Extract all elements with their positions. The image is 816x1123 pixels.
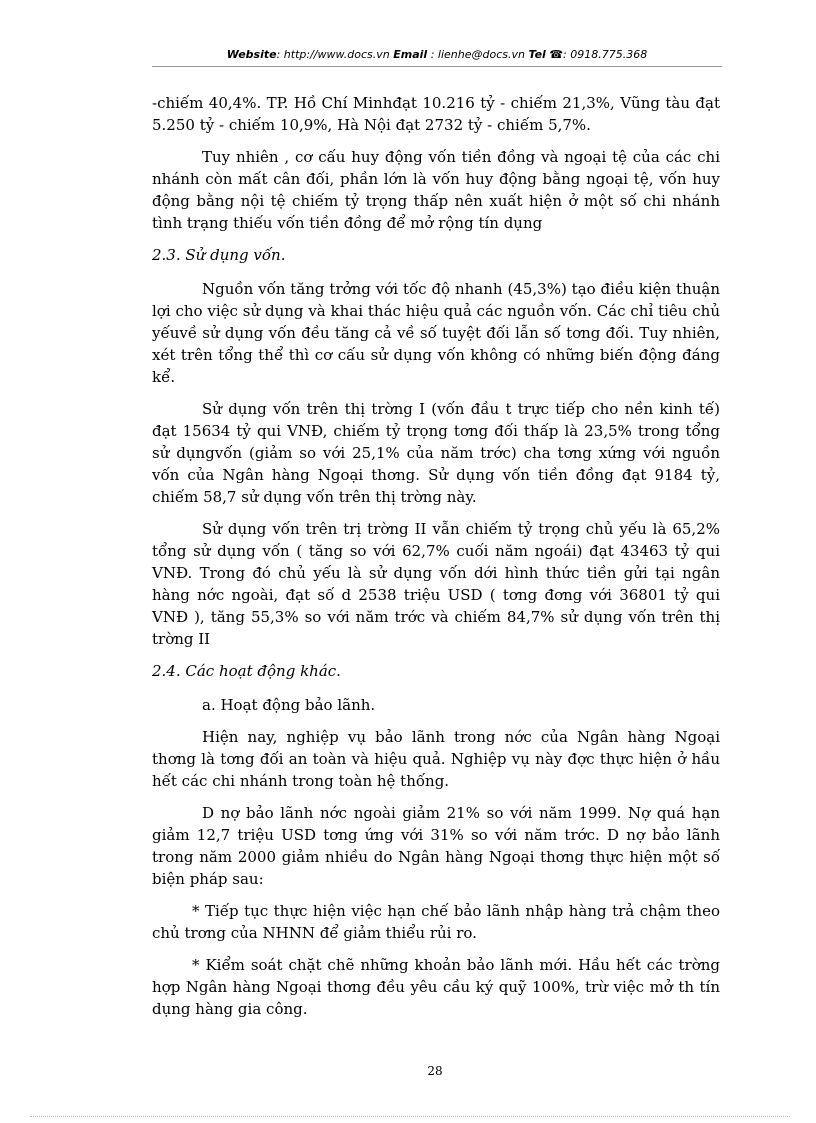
bullet-paragraph: * Tiếp tục thực hiện việc hạn chế bảo lãnh nhập hàng trả chậm theo chủ trơng của NHNN để giảm thiểu rủi ro. — [152, 902, 720, 942]
paragraph: D nợ bảo lãnh nớc ngoài giảm 21% so với năm 1999. Nợ quá hạn giảm 12,7 triệu USD tơng ứng với 31% so với năm trớc. D nợ bảo lãnh trong năm 2000 giảm nhiều do Ngân hàng Ngoại thơng thực hiện một số biện pháp sau: — [152, 804, 720, 888]
tel-value: : 0918.775.368 — [563, 48, 648, 61]
paragraph: Nguồn vốn tăng trởng với tốc độ nhanh (45,3%) tạo điều kiện thuận lợi cho việc sử dụng và khai thác hiệu quả các nguồn vốn. Các chỉ tiêu chủ yếuvề sử dụng vốn đều tăng cả về số tuyệt đối lẫn số tơng đối. Tuy nhiên, xét trên tổng thể thì cơ cấu sử dụng vốn không có những biến động đáng kể. — [152, 280, 720, 386]
paragraph: Tuy nhiên , cơ cấu huy động vốn tiền đồng và ngoại tệ của các chi nhánh còn mất cân đối, phần lớn là vốn huy động bằng ngoại tệ, vốn huy động bằng nội tệ chiếm tỷ trọng thấp nên xuất hiện ở một số chi nhánh tình trạng thiếu vốn tiền đồng để mở rộng tín dụng — [152, 148, 720, 232]
email-value: : lienhe@docs.vn — [427, 48, 529, 61]
website-value: : http://www.docs.vn — [276, 48, 394, 61]
telephone-icon: ☎ — [549, 48, 564, 61]
document-body — [152, 92, 720, 1030]
subsection-heading: a. Hoạt động bảo lãnh. — [202, 696, 376, 714]
page-number: 28 — [427, 1064, 443, 1078]
header-divider — [152, 66, 722, 67]
page-header — [152, 48, 722, 61]
paragraph: Sử dụng vốn trên trị trờng II vẫn chiếm tỷ trọng chủ yếu là 65,2% tổng sử dụng vốn ( tăng so với 62,7% cuối năm ngoái) đạt 43463 tỷ qui VNĐ. Trong đó chủ yếu là sử dụng vốn dới hình thức tiền gửi tại ngân hàng nớc ngoài, đạt số d 2538 triệu USD ( tơng đơng với 36801 tỷ qui VNĐ ), tăng 55,3% so với năm trớc và chiếm 84,7% sử dụng vốn trên thị trờng II — [152, 520, 720, 648]
website-label: Website — [226, 48, 277, 61]
bottom-divider — [30, 1116, 790, 1117]
section-heading-2-3: 2.3. Sử dụng vốn. — [152, 246, 286, 264]
paragraph: Hiện nay, nghiệp vụ bảo lãnh trong nớc của Ngân hàng Ngoại thơng là tơng đối an toàn và hiệu quả. Nghiệp vụ này đợc thực hiện ở hầu hết các chi nhánh trong toàn hệ thống. — [152, 728, 720, 790]
tel-label: Tel — [528, 48, 546, 61]
bullet-paragraph: * Kiểm soát chặt chẽ những khoản bảo lãnh mới. Hầu hết các trờng hợp Ngân hàng Ngoại thơng đều yêu cầu ký quỹ 100%, trừ việc mở th tín dụng hàng gia công. — [152, 956, 720, 1018]
section-heading-2-4: 2.4. Các hoạt động khác. — [152, 662, 341, 680]
paragraph: Sử dụng vốn trên thị trờng I (vốn đầu t trực tiếp cho nền kinh tế) đạt 15634 tỷ qui VNĐ, chiếm tỷ trọng tơng đối thấp là 23,5% trong tổng sử dụngvốn (giảm so với 25,1% của năm trớc) cha tơng xứng với nguồn vốn của Ngân hàng Ngoại thơng. Sử dụng vốn tiền đồng đạt 9184 tỷ, chiếm 58,7 sử dụng vốn trên thị trờng này. — [152, 400, 720, 506]
email-label: Email — [393, 48, 428, 61]
paragraph: -chiếm 40,4%. TP. Hồ Chí Minhđạt 10.216 tỷ - chiếm 21,3%, Vũng tàu đạt 5.250 tỷ - chiếm 10,9%, Hà Nội đạt 2732 tỷ - chiếm 5,7%. — [152, 94, 720, 134]
